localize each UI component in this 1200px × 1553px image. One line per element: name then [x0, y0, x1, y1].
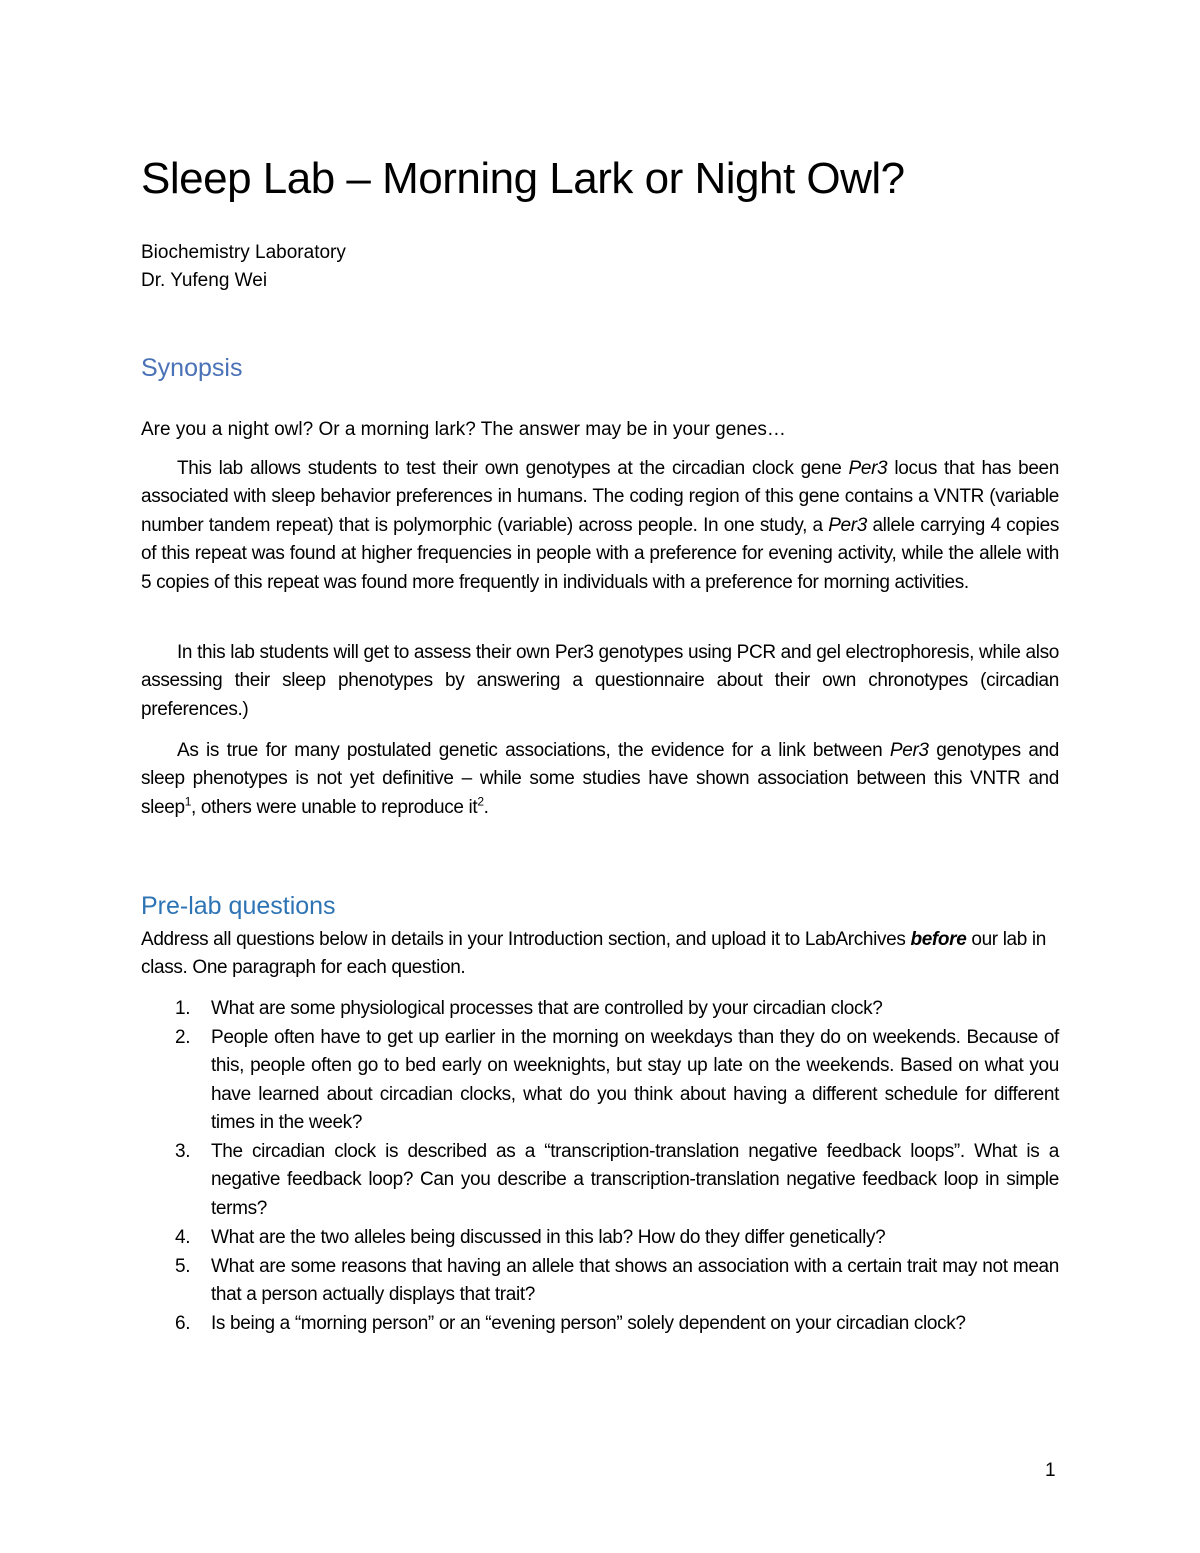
course-name: Biochemistry Laboratory	[141, 242, 346, 263]
p1-text-a: This lab allows students to test their own genotypes at the circadian clock gene	[177, 458, 849, 479]
p3-text-a: As is true for many postulated genetic associations, the evidence for a link between	[177, 740, 890, 761]
question-text: Is being a “morning person” or an “evening person” solely dependent on your circadian clock?	[211, 1312, 966, 1334]
p3-text-b: genotypes and sleep phenotypes is not yet definitive – while some studies have shown association between this VNTR and sleep	[141, 740, 1059, 818]
synopsis-heading: Synopsis	[141, 354, 243, 382]
question-item	[141, 1024, 1059, 1138]
prelab-intro-emphasis: before	[910, 929, 967, 950]
question-number: 1.	[175, 998, 191, 1019]
synopsis-lead: Are you a night owl? Or a morning lark? The answer may be in your genes…	[141, 419, 786, 440]
p3-text-c: , others were unable to reproduce it	[191, 796, 478, 818]
question-number: 2.	[175, 1026, 191, 1048]
question-text: What are some physiological processes that are controlled by your circadian clock?	[211, 998, 883, 1019]
prelab-heading: Pre-lab questions	[141, 892, 336, 920]
page-number: 1	[1045, 1460, 1056, 1481]
prelab-intro-b: our lab in class. One paragraph for each question.	[141, 929, 1047, 979]
question-number: 6.	[175, 1312, 191, 1334]
citation-1: 1	[184, 794, 192, 809]
question-item	[141, 1224, 1059, 1252]
p1-text-b: locus that has been associated with sleep behavior preferences in humans. The coding region of this gene contains a VNTR (variable number tandem repeat) that is polymorphic (variable) across people. In one study, a	[141, 458, 1059, 536]
question-number: 3.	[175, 1141, 191, 1163]
document-title: Sleep Lab – Morning Lark or Night Owl?	[141, 154, 905, 203]
gene-name: Per3	[889, 740, 929, 761]
gene-name: Per3	[848, 458, 888, 479]
question-number: 4.	[175, 1226, 191, 1248]
gene-name: Per3	[828, 514, 867, 536]
question-text: What are the two alleles being discussed in this lab? How do they differ genetically?	[211, 1226, 886, 1248]
question-text: People often have to get up earlier in the morning on weekdays than they do on weekends. Because of this, people often go to bed early on weeknights, but stay up late on the weekends. Based on what you have learned about circadian clocks, what do you think about having a different schedule for different times in the week?	[211, 1026, 1059, 1134]
synopsis-paragraph-2	[141, 639, 1059, 724]
question-number: 5.	[175, 1255, 191, 1277]
synopsis-paragraph-3	[141, 737, 1059, 822]
p1-text-c: allele carrying 4 copies of this repeat was found at higher frequencies in people with a preference for evening activity, while the allele with 5 copies of this repeat was found more frequently in individuals with a preference for morning activities.	[141, 514, 1060, 593]
document-meta	[141, 239, 346, 295]
question-item	[141, 995, 1059, 1023]
prelab-intro-a: Address all questions below in details in your Introduction section, and upload it to LabArchives	[141, 929, 911, 950]
prelab-question-list	[141, 995, 1059, 1339]
instructor-name: Dr. Yufeng Wei	[141, 270, 268, 291]
p3-text-d: .	[483, 796, 489, 818]
citation-2: 2	[477, 794, 484, 809]
p2-text: In this lab students will get to assess their own Per3 genotypes using PCR and gel electrophoresis, while also assessing their sleep phenotypes by answering a questionnaire about their own chronotypes (circadian preferences.)	[141, 642, 1059, 720]
question-item	[141, 1253, 1059, 1310]
question-item	[141, 1310, 1059, 1338]
question-text: The circadian clock is described as a “transcription-translation negative feedback loops”. What is a negative feedback loop? Can you describe a transcription-translation negative feedback loop in simple terms?	[211, 1141, 1059, 1219]
prelab-intro	[141, 926, 1059, 983]
question-item	[141, 1138, 1059, 1223]
synopsis-paragraph-1	[141, 455, 1059, 597]
question-text: What are some reasons that having an allele that shows an association with a certain trait may not mean that a person actually displays that trait?	[211, 1255, 1059, 1306]
